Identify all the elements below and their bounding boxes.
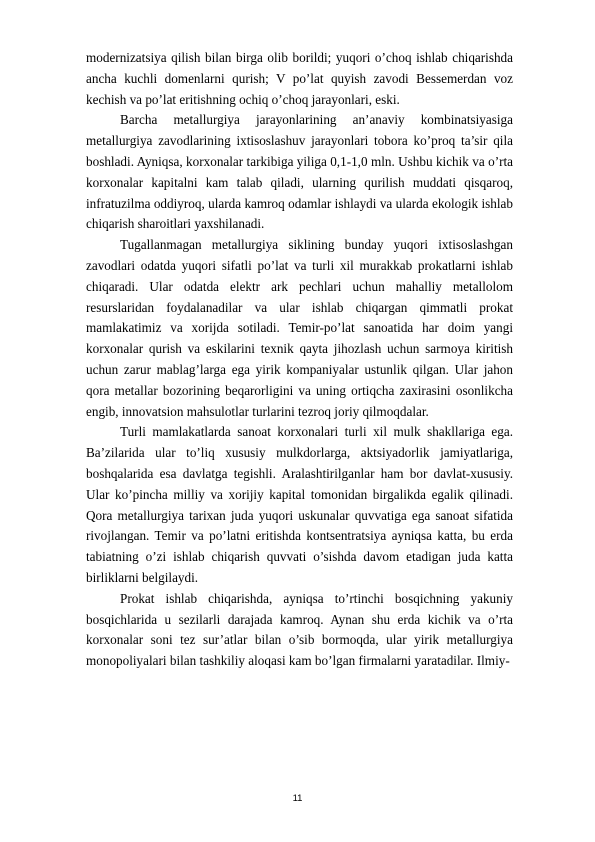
paragraph-4: Turli mamlakatlarda sanoat korxonalari turli xil mulk shakllariga ega. Ba’zilarida ular to’liq xususiy mulkdorlarga, aktsiyadorlik jamiyatlariga, boshqalarida esa davlatga tegishli. Aralashtirilganlar ham bor davlat-xususiy. Ular ko’pincha milliy va xorijiy kapital tomonidan birgalikda egalik qilinadi. Qora metallurgiya tarixan juda yuqori uskunalar quvvatiga ega sanoat sifatida rivojlangan. Temir va po’latni eritishda kontsentratsiya ayniqsa katta, bu erda tabiatning o’zi ishlab chiqarish quvvati o’sishda davom etadigan juda katta birliklarni belgilaydi. <box>86 424 513 585</box>
paragraph-3: Tugallanmagan metallurgiya siklining bunday yuqori ixtisoslashgan zavodlari odatda yuqori sifatli po’lat va turli xil murakkab prokatlarni ishlab chiqaradi. Ular odatda elektr ark pechlari uchun mahalliy metallolom resurslaridan foydalanadilar va ular ishlab chiqargan qimmatli prokat mamlakatimiz va xorijda sotiladi. Temir-po’lat sanoatida har doim yangi korxonalar qurish va eskilarini texnik qayta jihozlash uchun sarmoya kiritish uchun zarur mablag’larga ega yirik kompaniyalar ustunlik qilgan. Ular jahon qora metallar bozorining beqarorligini va uning ortiqcha zaxirasini osonlikcha engib, innovatsion mahsulotlar turlarini tezroq joriy qilmoqdalar. <box>86 237 513 419</box>
paragraph-2: Barcha metallurgiya jarayonlarining an’anaviy kombinatsiyasiga metallurgiya zavodlarining ixtisoslashuv jarayonlari tobora ko’proq ta’sir qila boshladi. Ayniqsa, korxonalar tarkibiga yiliga 0,1-1,0 mln. Ushbu kichik va o’rta korxonalar kapitalni kam talab qiladi, ularning qurilish muddati qisqaroq, infratuzilma oddiyroq, ularda kamroq odamlar ishlaydi va ularda ekologik ishlab chiqarish sharoitlari yaxshilanadi. <box>86 112 513 232</box>
paragraph-5: Prokat ishlab chiqarishda, ayniqsa to’rtinchi bosqichning yakuniy bosqichlarida u sezilarli darajada kamroq. Aynan shu erda kichik va o’rta korxonalar soni tez sur’atlar bilan o’sib bormoqda, ular yirik metallurgiya monopoliyalari bilan tashkiliy aloqasi kam bo’lgan firmalarni yaratadilar. Ilmiy- <box>86 590 513 669</box>
body-text <box>86 48 513 672</box>
paragraph-1: modernizatsiya qilish bilan birga olib borildi; yuqori o’choq ishlab chiqarishda ancha kuchli domenlarni qurish; V po’lat quyish zavodi Bessemerdan voz kechish va po’lat eritishning ochiq o’choq jarayonlari, eski. <box>86 50 513 107</box>
page-number: 11 <box>292 793 303 804</box>
